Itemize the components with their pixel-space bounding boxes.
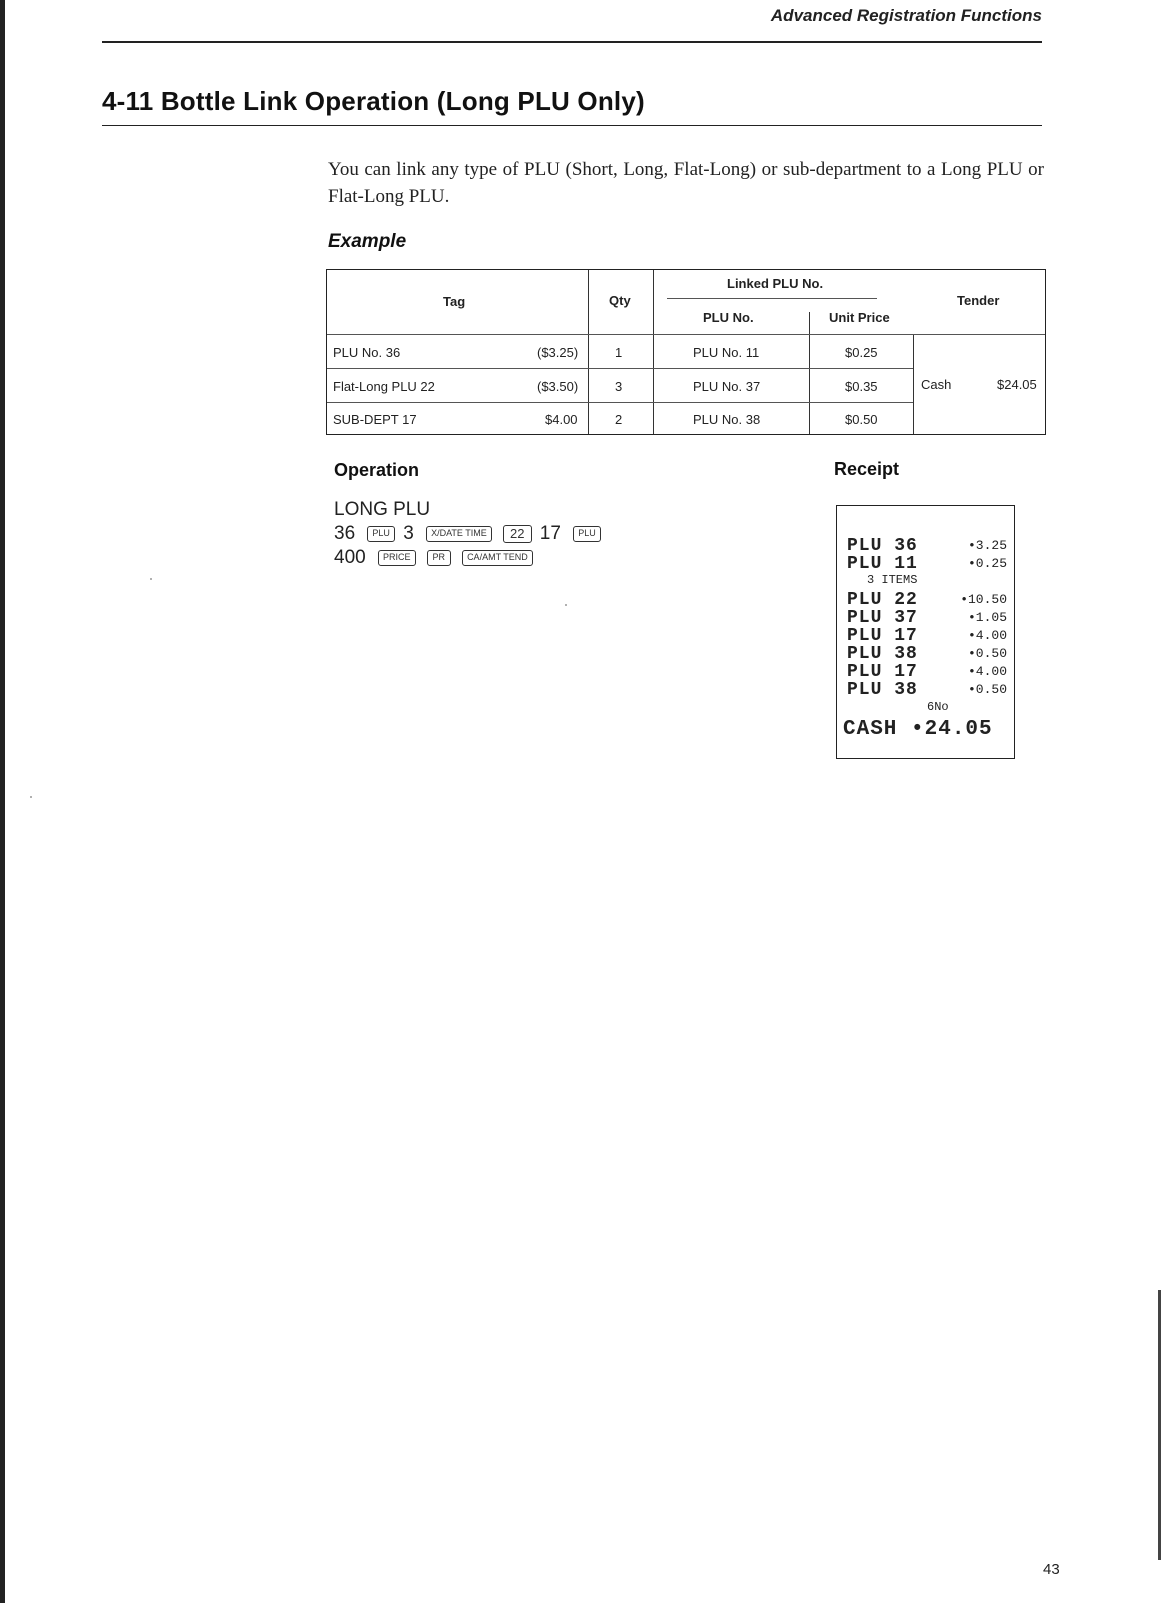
receipt-count-note: 6No bbox=[927, 700, 949, 714]
price-key: PRICE bbox=[378, 550, 416, 566]
scan-edge-right bbox=[1158, 1290, 1161, 1560]
receipt-amount: •10.50 bbox=[960, 592, 1007, 607]
row-tag: SUB-DEPT 17 bbox=[333, 412, 417, 427]
receipt-label: PLU 17 bbox=[847, 662, 918, 682]
row-unit-price: $0.50 bbox=[845, 412, 878, 427]
row-price: ($3.25) bbox=[537, 345, 579, 360]
header-plu-no: PLU No. bbox=[703, 310, 754, 325]
receipt-label: PLU 37 bbox=[847, 608, 918, 628]
x-date-key: X/DATE TIME bbox=[426, 526, 492, 542]
row-tag: PLU No. 36 bbox=[333, 345, 401, 360]
scan-speck bbox=[150, 578, 152, 580]
header-tender: Tender bbox=[957, 293, 1000, 308]
header-qty: Qty bbox=[609, 293, 631, 308]
receipt-line bbox=[847, 662, 1007, 680]
receipt-line bbox=[847, 554, 1007, 572]
col-divider bbox=[588, 270, 589, 434]
receipt-line bbox=[847, 590, 1007, 608]
scan-speck bbox=[30, 796, 32, 798]
title-rule bbox=[102, 125, 1042, 126]
running-header: Advanced Registration Functions bbox=[770, 6, 1042, 25]
row-qty: 3 bbox=[615, 379, 623, 394]
operation-line-2 bbox=[334, 547, 536, 569]
tender-mark bbox=[913, 376, 914, 392]
scan-edge-left bbox=[0, 0, 5, 1603]
operation-mode: LONG PLU bbox=[334, 499, 431, 520]
receipt-heading: Receipt bbox=[834, 459, 900, 479]
receipt-amount: •4.00 bbox=[967, 628, 1007, 643]
receipt-amount: •0.25 bbox=[967, 556, 1007, 571]
tender-amount: $24.05 bbox=[997, 377, 1037, 392]
row-price: $4.00 bbox=[545, 412, 578, 427]
receipt-label: PLU 38 bbox=[847, 680, 918, 700]
header-divider bbox=[667, 298, 877, 299]
receipt-line bbox=[847, 626, 1007, 644]
col-divider bbox=[653, 270, 654, 434]
op-number: 36 bbox=[334, 523, 356, 544]
receipt-label: PLU 36 bbox=[847, 536, 918, 556]
row-price: ($3.50) bbox=[537, 379, 579, 394]
receipt-label: PLU 38 bbox=[847, 644, 918, 664]
op-number: 17 bbox=[539, 523, 561, 544]
example-heading: Example bbox=[328, 231, 407, 252]
row-divider bbox=[327, 402, 913, 403]
scan-speck bbox=[565, 604, 567, 606]
receipt-label: PLU 11 bbox=[847, 554, 918, 574]
ca-amt-tend-key: CA/AMT TEND bbox=[462, 550, 533, 566]
op-number: 3 bbox=[403, 523, 414, 544]
row-linked-plu: PLU No. 38 bbox=[693, 412, 761, 427]
tender-label: Cash bbox=[921, 377, 952, 392]
row-qty: 1 bbox=[615, 345, 623, 360]
intro-paragraph: You can link any type of PLU (Short, Long, Flat-Long) or sub-department to a Long PLU or Flat-Long PLU. bbox=[328, 159, 1044, 207]
receipt-items-note: 3 ITEMS bbox=[867, 573, 918, 587]
page-number: 43 bbox=[1043, 1561, 1060, 1578]
header-tag: Tag bbox=[443, 294, 466, 309]
receipt-amount: •1.05 bbox=[967, 610, 1007, 625]
receipt bbox=[836, 505, 1015, 759]
col-divider bbox=[809, 312, 810, 434]
receipt-label: PLU 17 bbox=[847, 626, 918, 646]
plu-key: PLU bbox=[573, 526, 601, 542]
receipt-amount: •0.50 bbox=[967, 646, 1007, 661]
example-table bbox=[326, 269, 1046, 435]
plu-22-key: 22 bbox=[503, 525, 531, 543]
operation-line-1 bbox=[334, 523, 604, 545]
header-linked-plu: Linked PLU No. bbox=[727, 276, 824, 291]
receipt-line bbox=[847, 608, 1007, 626]
receipt-line bbox=[847, 680, 1007, 698]
row-unit-price: $0.35 bbox=[845, 379, 878, 394]
row-qty: 2 bbox=[615, 412, 623, 427]
pr-key: PR bbox=[427, 550, 451, 566]
header-unit-price: Unit Price bbox=[829, 310, 890, 325]
receipt-amount: •3.25 bbox=[967, 538, 1007, 553]
plu-key: PLU bbox=[367, 526, 395, 542]
receipt-line bbox=[847, 536, 1007, 554]
receipt-line bbox=[847, 644, 1007, 662]
header-rule bbox=[102, 41, 1042, 43]
operation-heading: Operation bbox=[334, 460, 420, 480]
op-number: 400 bbox=[334, 547, 366, 568]
row-linked-plu: PLU No. 37 bbox=[693, 379, 761, 394]
receipt-cash-total: CASH •24.05 bbox=[843, 718, 993, 741]
receipt-label: PLU 22 bbox=[847, 590, 918, 610]
receipt-amount: •0.50 bbox=[967, 682, 1007, 697]
section-title: 4-11 Bottle Link Operation (Long PLU Only) bbox=[102, 86, 645, 116]
row-tag: Flat-Long PLU 22 bbox=[333, 379, 435, 394]
row-divider bbox=[327, 334, 1045, 335]
receipt-amount: •4.00 bbox=[967, 664, 1007, 679]
row-unit-price: $0.25 bbox=[845, 345, 878, 360]
row-divider bbox=[327, 368, 913, 369]
row-linked-plu: PLU No. 11 bbox=[693, 345, 760, 360]
